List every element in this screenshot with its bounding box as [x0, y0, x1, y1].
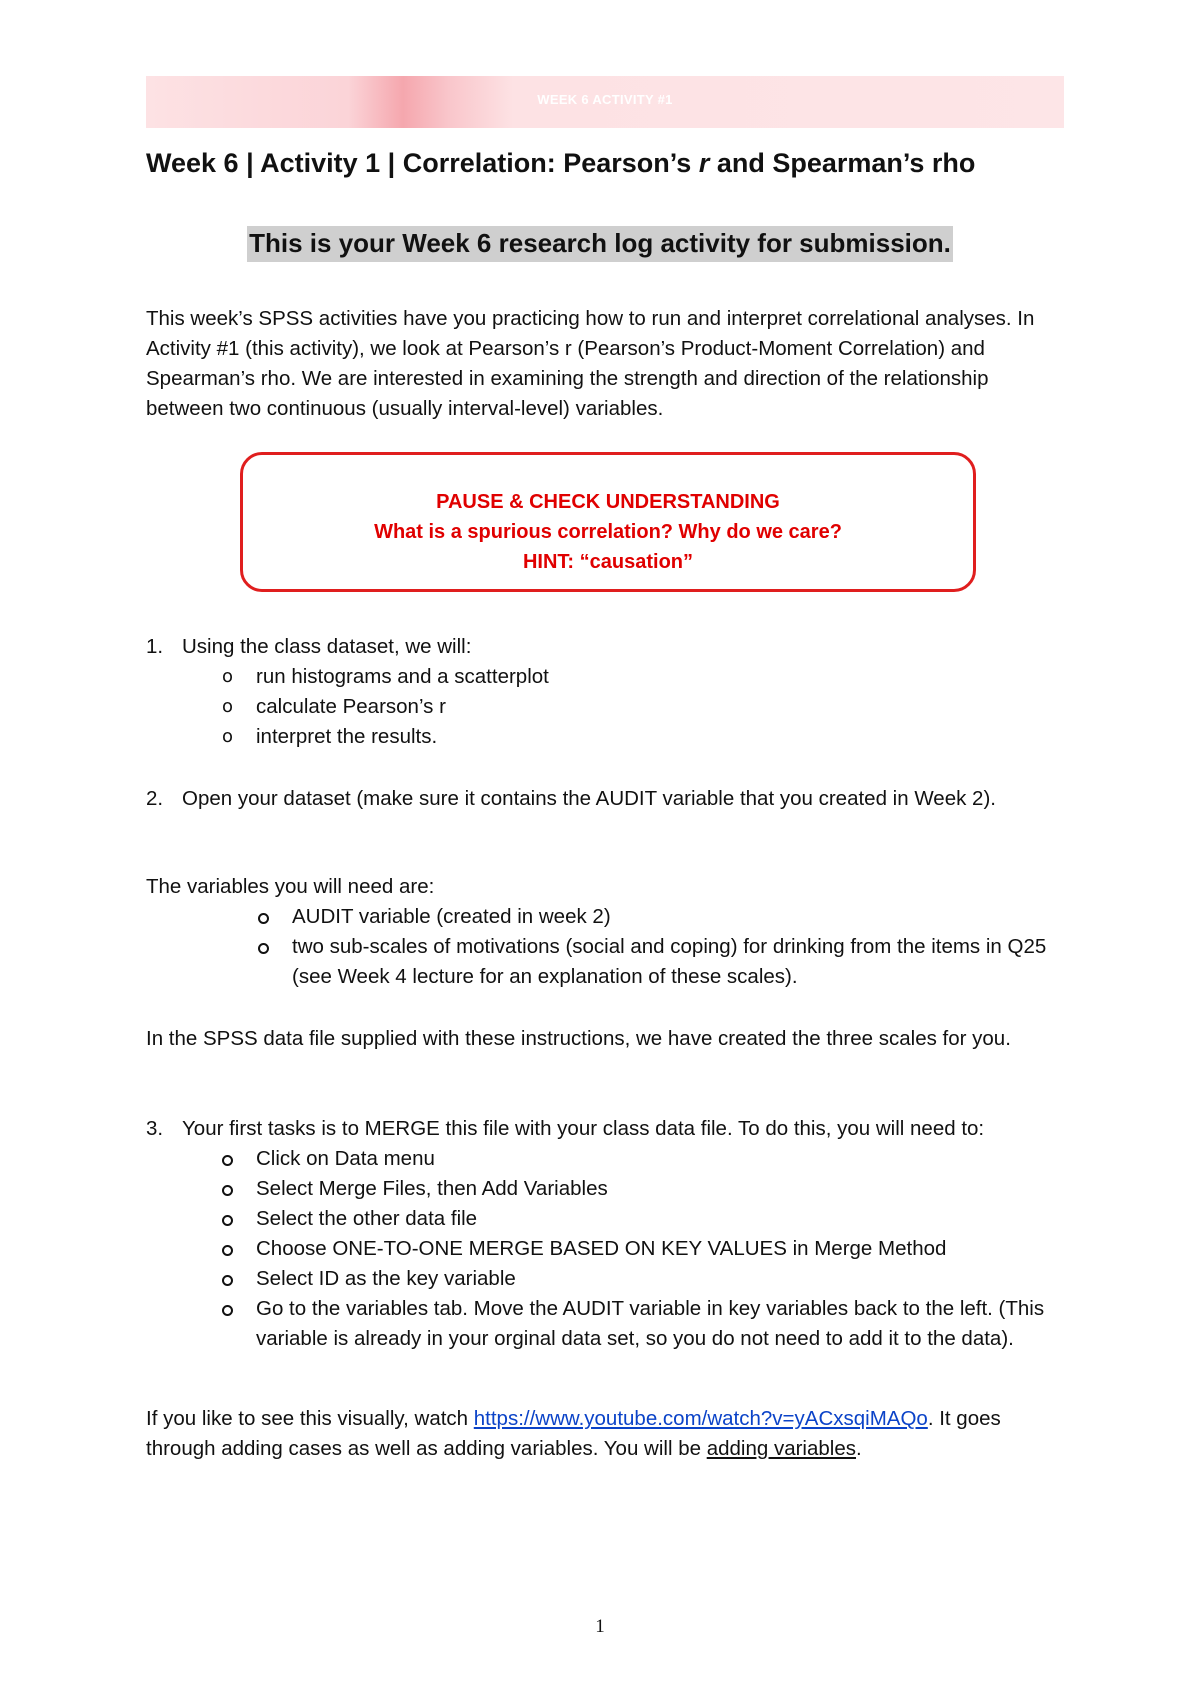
youtube-link[interactable]: https://www.youtube.com/watch?v=yACxsqiMAQo: [473, 1407, 928, 1430]
list-item: [146, 692, 1066, 722]
video-note-end: .: [856, 1437, 862, 1460]
ring-bullet-icon: [222, 1215, 233, 1226]
list-item-text: Select Merge Files, then Add Variables: [256, 1177, 608, 1200]
list-item-text: Choose ONE-TO-ONE MERGE BASED ON KEY VALUES in Merge Method: [256, 1237, 947, 1260]
step-1-sublist: [146, 662, 1066, 752]
adding-variables-underlined: adding variables: [706, 1437, 856, 1460]
list-item-text: two sub-scales of motivations (social and coping) for drinking from the items in Q25 (see Week 4 lecture for an explanation of these scales).: [292, 935, 1047, 988]
ring-bullet-icon: [258, 913, 269, 924]
step-3-sublist: [146, 1144, 1066, 1354]
running-header-label: WEEK 6 ACTIVITY #1: [537, 92, 673, 107]
ring-bullet-icon: [258, 943, 269, 954]
list-item-text: Select the other data file: [256, 1207, 478, 1230]
list-item: [146, 1234, 1066, 1264]
list-item: [146, 1174, 1066, 1204]
ring-bullet-icon: [222, 1185, 233, 1196]
list-item: [146, 1144, 1066, 1174]
ring-bullet-icon: [222, 1305, 233, 1316]
step-3: [146, 1114, 1066, 1354]
step-1-text: Using the class dataset, we will:: [182, 635, 472, 658]
list-item-text: Select ID as the key variable: [256, 1267, 516, 1290]
submission-banner: [0, 228, 1200, 259]
ring-bullet-icon: [222, 1155, 233, 1166]
list-item-text: calculate Pearson’s r: [256, 695, 446, 718]
list-item-text: AUDIT variable (created in week 2): [292, 905, 611, 928]
list-item-text: run histograms and a scatterplot: [256, 665, 549, 688]
variables-list: [146, 902, 1066, 992]
list-item: [146, 1204, 1066, 1234]
callout-hint: HINT: “causation”: [522, 551, 694, 573]
running-header-bar: [146, 76, 1064, 128]
submission-banner-text: This is your Week 6 research log activity for submission.: [247, 226, 953, 262]
pause-check-callout: [240, 452, 976, 592]
hollow-bullet-icon: o: [222, 666, 234, 687]
step-1: [146, 632, 1066, 752]
step-2-number: 2.: [146, 787, 164, 810]
callout-heading: PAUSE & CHECK UNDERSTANDING: [436, 491, 780, 513]
intro-paragraph: This week’s SPSS activities have you practicing how to run and interpret correlational analyses. In Activity #1 (this activity), we look at Pearson’s r (Pearson’s Product-Moment Correlation) and Spearman’s rho. We are interested in examining the strength and direction of the relationship between two continuous (usually interval-level) variables.: [146, 307, 1035, 420]
callout-question: What is a spurious correlation? Why do we care?: [374, 521, 842, 543]
variables-intro: The variables you will need are:: [146, 875, 435, 898]
title-part-1: Week 6 | Activity 1 | Correlation: Pearson’s: [146, 148, 699, 178]
video-note-before: If you like to see this visually, watch: [146, 1407, 474, 1430]
list-item: [146, 662, 1066, 692]
list-item: [146, 1294, 1066, 1354]
video-note-after: . It goes through adding cases as well as adding variables. You will be: [146, 1407, 1001, 1460]
title-part-2: and Spearman’s rho: [709, 148, 976, 178]
step-3-text: Your first tasks is to MERGE this file with your class data file. To do this, you will need to:: [182, 1117, 985, 1140]
ring-bullet-icon: [222, 1275, 233, 1286]
step-2-text: Open your dataset (make sure it contains the AUDIT variable that you created in Week 2).: [182, 787, 996, 810]
document-title: [146, 148, 975, 179]
ring-bullet-icon: [222, 1245, 233, 1256]
list-item: [146, 1264, 1066, 1294]
spss-note-paragraph: In the SPSS data file supplied with these instructions, we have created the three scales for you.: [146, 1027, 1011, 1050]
list-item: [146, 932, 1066, 992]
step-2: [146, 784, 1066, 814]
step-3-number: 3.: [146, 1117, 164, 1140]
list-item-text: interpret the results.: [256, 725, 438, 748]
page-number: 1: [595, 1616, 605, 1637]
hollow-bullet-icon: o: [222, 726, 234, 747]
list-item: [146, 902, 1066, 932]
title-italic-r: r: [698, 148, 710, 178]
video-note-paragraph: [146, 1404, 1066, 1464]
step-1-number: 1.: [146, 635, 164, 658]
list-item: [146, 722, 1066, 752]
list-item-text: Go to the variables tab. Move the AUDIT variable in key variables back to the left. (This variable is already in your orginal data set, so you do not need to add it to the data).: [256, 1297, 1045, 1350]
hollow-bullet-icon: o: [222, 696, 234, 717]
list-item-text: Click on Data menu: [256, 1147, 435, 1170]
